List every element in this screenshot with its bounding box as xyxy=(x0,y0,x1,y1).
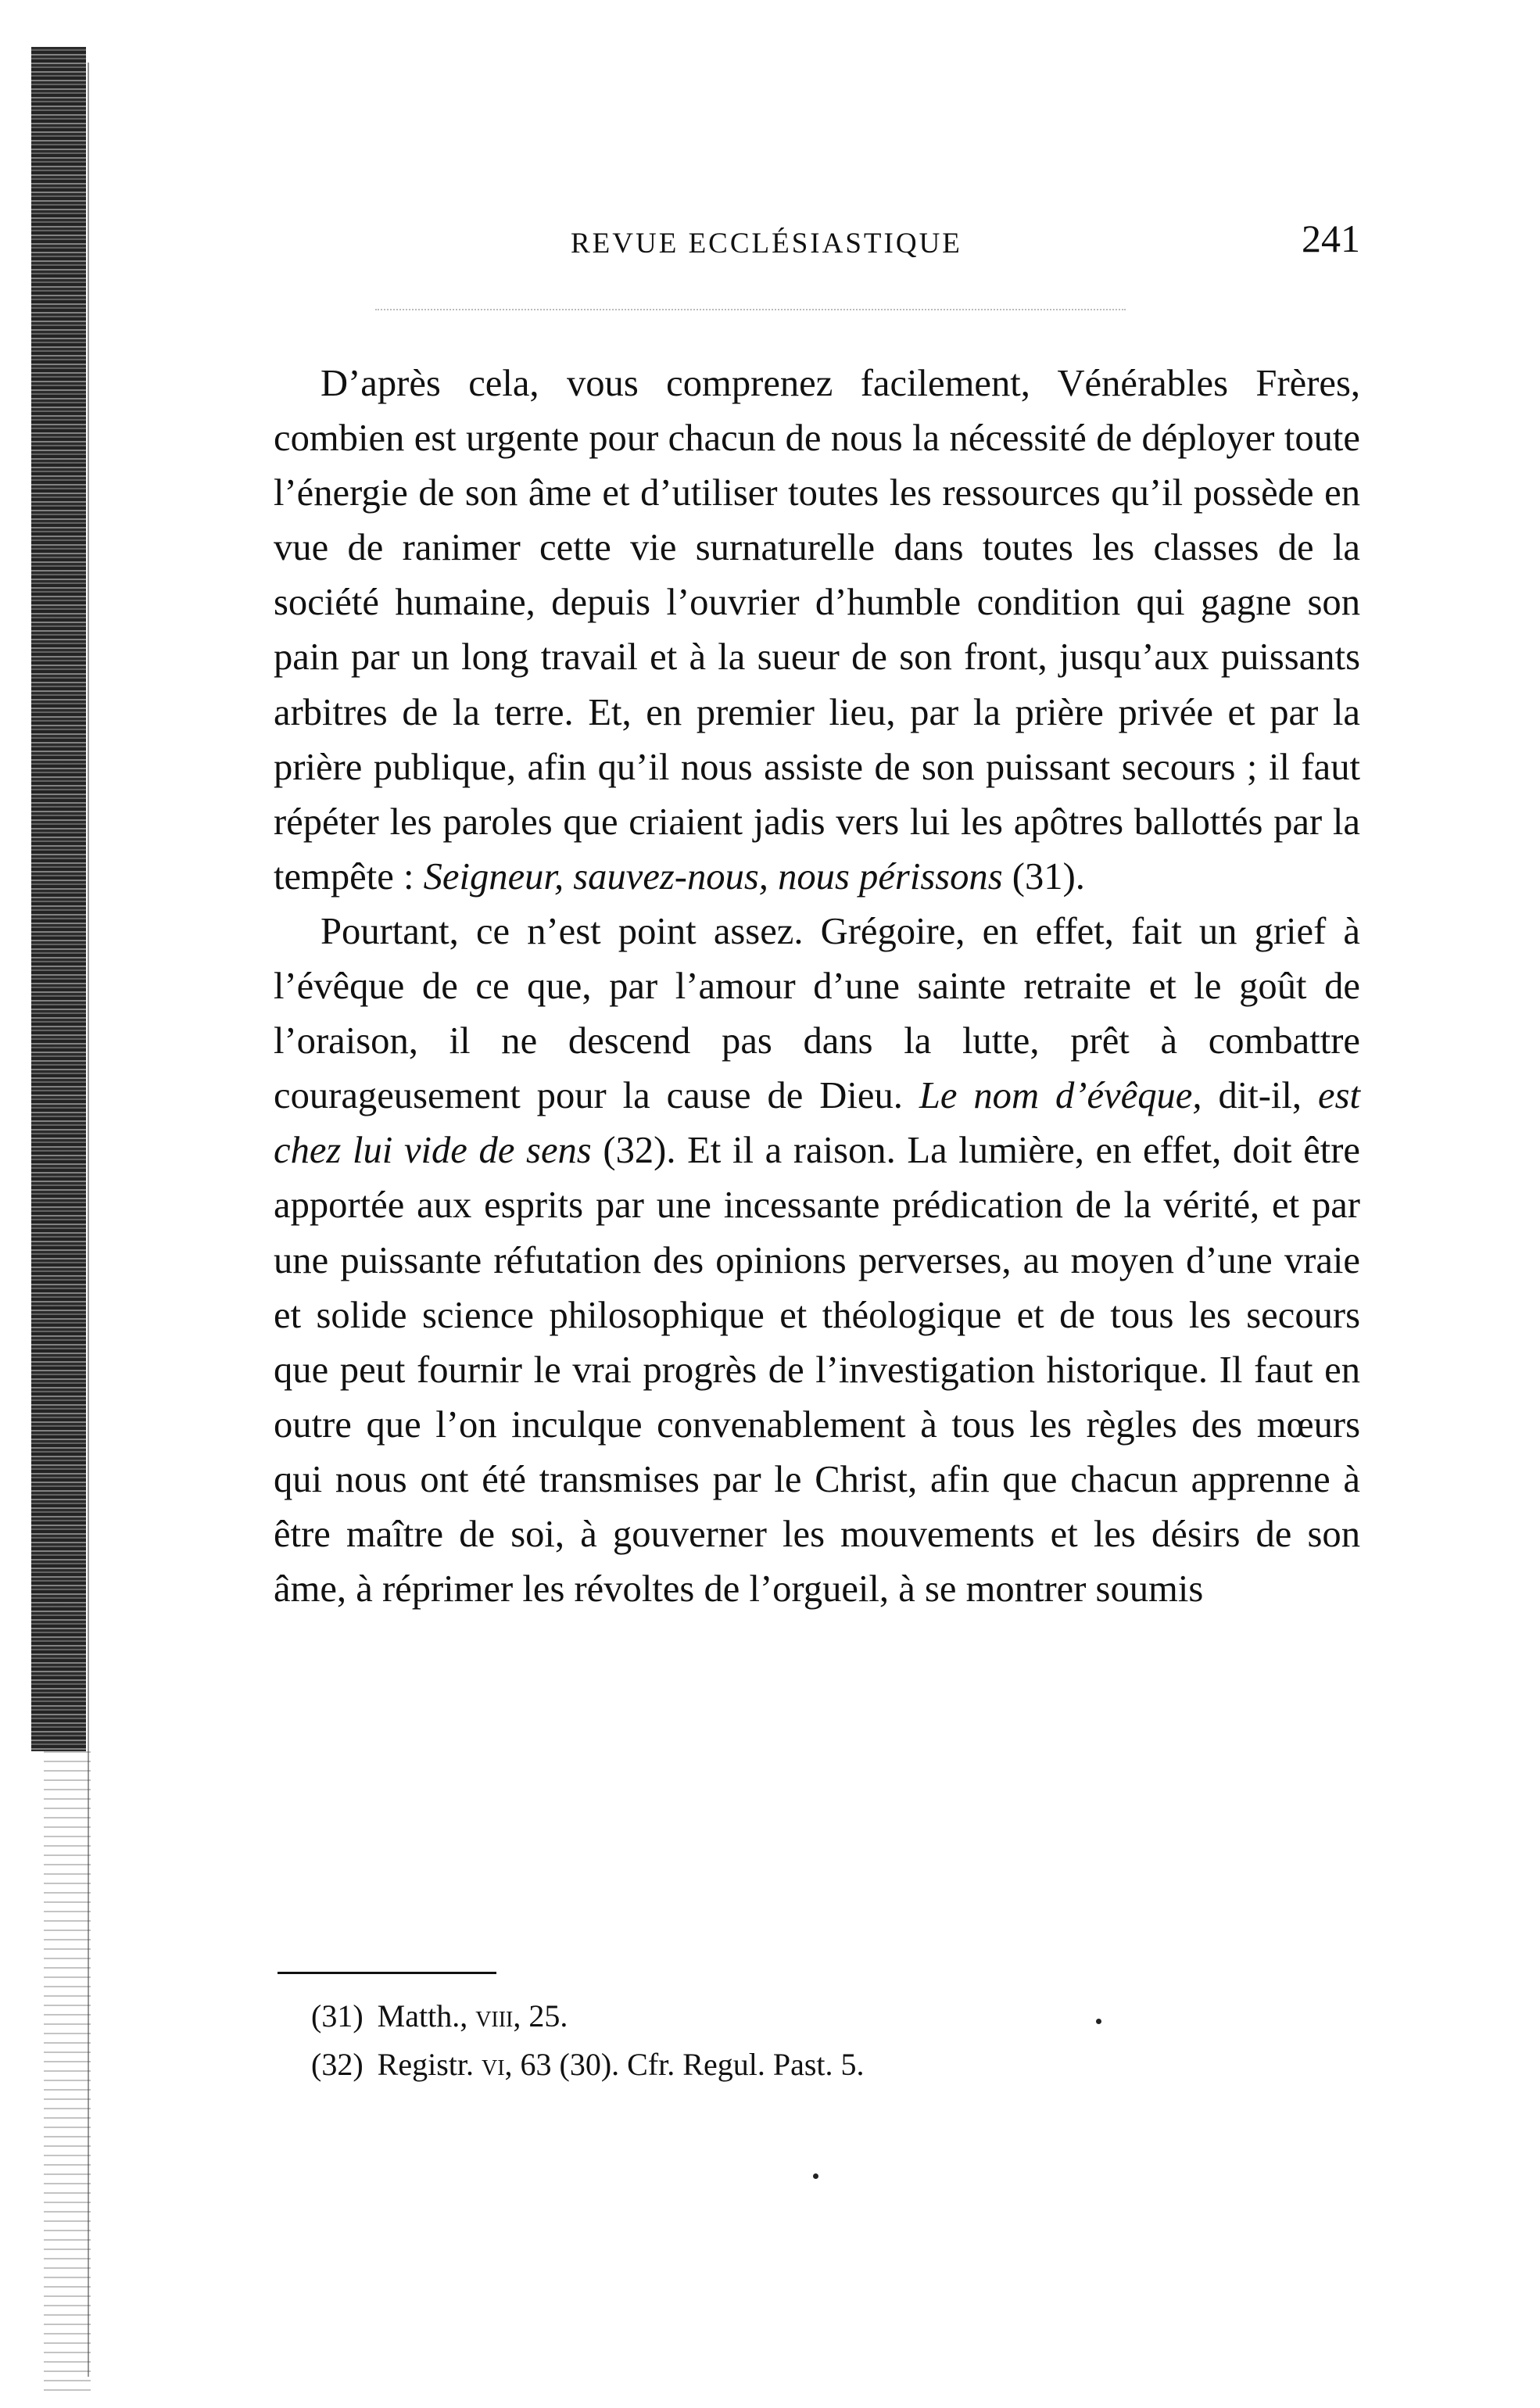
stray-mark-dot xyxy=(813,2173,818,2179)
paragraph-2 xyxy=(274,904,1360,1616)
footnote-text: Registr. xyxy=(377,2047,482,2082)
paragraph-1-quote: Seigneur, sauvez-nous, nous périssons xyxy=(423,855,1003,898)
paragraph-1-text: D’après cela, vous comprenez facilement, Vénérables Frères, combien est urgente pour chacun de nous la nécessité de déployer toute l’énergie de son âme et d’utiliser toutes les ressources qu’il possède en vue de ranimer cette vie surnaturelle dans toutes les classes de la société humaine, depuis l’ouvrier d’humble condition qui gagne son pain par un long travail et à la sueur de son front, jusqu’aux puissants arbitres de la terre. Et, en premier lieu, par la prière privée et par la prière publique, afin qu’il nous assiste de son puissant secours ; il faut répéter les paroles que criaient jadis vers lui les apôtres ballottés par la tempête : xyxy=(274,362,1360,898)
footnote-number: (32) xyxy=(311,2047,364,2082)
page-gutter-line xyxy=(88,63,89,2377)
stray-mark-dot xyxy=(1096,2019,1101,2024)
footnote-rest: , 63 (30). Cfr. Regul. Past. 5. xyxy=(504,2047,865,2082)
header-rule xyxy=(375,309,1126,310)
footnote-number: (31) xyxy=(311,1998,364,2034)
paragraph-1 xyxy=(274,356,1360,904)
main-text xyxy=(274,356,1360,1616)
footnote-32 xyxy=(311,2041,1327,2089)
scanned-binding-fade xyxy=(44,1751,91,2392)
page-number: 241 xyxy=(1302,217,1360,260)
footnotes xyxy=(311,1992,1327,2089)
scanned-binding-edge xyxy=(31,47,86,1751)
running-title: REVUE ECCLÉSIASTIQUE xyxy=(571,228,962,260)
paragraph-2-text-c: (32). Et il a raison. La lumière, en effet, doit être apportée aux esprits par une incessante prédication de la vérité, et par une puissante réfutation des opinions perverses, au moyen d’une vraie et solide science philosophique et théologique et de tous les secours que peut fournir le vrai progrès de l’investigation historique. Il faut en outre que l’on inculque convenablement à tous les règles des mœurs qui nous ont été transmises par le Christ, afin que chacun apprenne à être maître de soi, à gouverner les mouvements et les désirs de son âme, à réprimer les révoltes de l’orgueil, à se montrer soumis xyxy=(274,1129,1360,1611)
footnote-chapter: vi xyxy=(481,2047,505,2082)
footnote-text: Matth., xyxy=(377,1998,476,2034)
footnote-rest: , 25. xyxy=(513,1998,568,2034)
footnote-rule xyxy=(278,1972,496,1974)
paragraph-2-quote-a: Le nom d’évêque, xyxy=(919,1074,1202,1117)
paragraph-2-quote-b: est chez lui vide de sens xyxy=(274,1074,1360,1172)
running-head xyxy=(274,219,1360,274)
paragraph-2-text-b: dit-il, xyxy=(1202,1074,1319,1117)
paragraph-1-ref: (31). xyxy=(1002,855,1085,898)
paragraph-2-text: Pourtant, ce n’est point assez. Grégoire, en effet, fait un grief à l’évêque de ce que, par l’amour d’une sainte retraite et le goût de l’oraison, il ne descend pas dans la lutte, prêt à combattre courageusement pour la cause de Dieu. xyxy=(274,909,1360,1117)
footnote-31 xyxy=(311,1992,1327,2041)
footnote-chapter: viii xyxy=(475,1998,514,2034)
